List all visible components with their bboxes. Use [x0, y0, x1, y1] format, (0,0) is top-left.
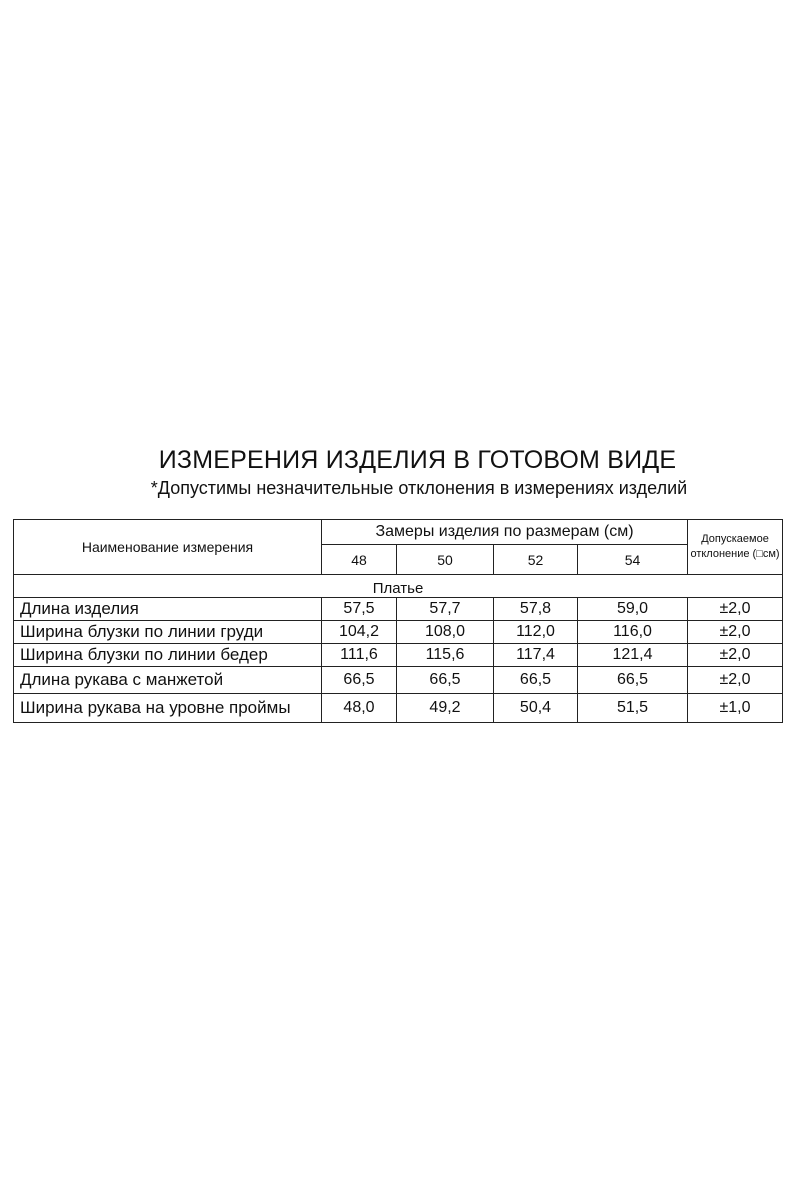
measurement-value: 66,5: [494, 667, 578, 694]
measurement-value: 57,8: [494, 598, 578, 621]
measurement-value: 48,0: [322, 694, 397, 723]
table-row: [14, 694, 783, 723]
tolerance-header: Допускаемое отклонение (□см): [688, 520, 783, 575]
measurement-value: 50,4: [494, 694, 578, 723]
measurement-tolerance: ±1,0: [688, 694, 783, 723]
measurement-name: Ширина блузки по линии груди: [14, 621, 322, 644]
measurement-tolerance: ±2,0: [688, 667, 783, 694]
measurement-value: 49,2: [397, 694, 494, 723]
measurement-value: 66,5: [578, 667, 688, 694]
measurement-value: 111,6: [322, 644, 397, 667]
size-header: 48: [322, 545, 397, 575]
table-row: [14, 667, 783, 694]
measurement-value: 121,4: [578, 644, 688, 667]
measurement-name: Длина рукава с манжетой: [14, 667, 322, 694]
measurements-table: [13, 519, 783, 723]
measurement-value: 104,2: [322, 621, 397, 644]
measurement-value: 112,0: [494, 621, 578, 644]
sizes-header: Замеры изделия по размерам (см): [322, 520, 688, 545]
size-header: 50: [397, 545, 494, 575]
table-row: [14, 621, 783, 644]
measurement-value: 108,0: [397, 621, 494, 644]
measurement-tolerance: ±2,0: [688, 598, 783, 621]
measurement-value: 115,6: [397, 644, 494, 667]
measurement-value: 51,5: [578, 694, 688, 723]
measurement-value: 116,0: [578, 621, 688, 644]
measurement-name: Длина изделия: [14, 598, 322, 621]
measurement-value: 59,0: [578, 598, 688, 621]
measurement-tolerance: ±2,0: [688, 644, 783, 667]
table-row: [14, 644, 783, 667]
measurement-tolerance: ±2,0: [688, 621, 783, 644]
size-header: 52: [494, 545, 578, 575]
deviation-note: *Допустимы незначительные отклонения в измерениях изделий: [150, 478, 688, 498]
section-row: [14, 575, 783, 598]
measurement-value: 66,5: [397, 667, 494, 694]
table-row: [14, 598, 783, 621]
measurement-value: 117,4: [494, 644, 578, 667]
measurement-value: 57,5: [322, 598, 397, 621]
measurement-name: Ширина рукава на уровне проймы: [14, 694, 322, 723]
measurement-name: Ширина блузки по линии бедер: [14, 644, 322, 667]
measurement-name-header: Наименование измерения: [14, 520, 322, 575]
size-header: 54: [578, 545, 688, 575]
section-title: Платье: [14, 575, 783, 598]
table-header-row: [14, 520, 783, 545]
measurement-value: 57,7: [397, 598, 494, 621]
measurement-value: 66,5: [322, 667, 397, 694]
page-title: ИЗМЕРЕНИЯ ИЗДЕЛИЯ В ГОТОВОМ ВИДЕ: [158, 446, 677, 474]
